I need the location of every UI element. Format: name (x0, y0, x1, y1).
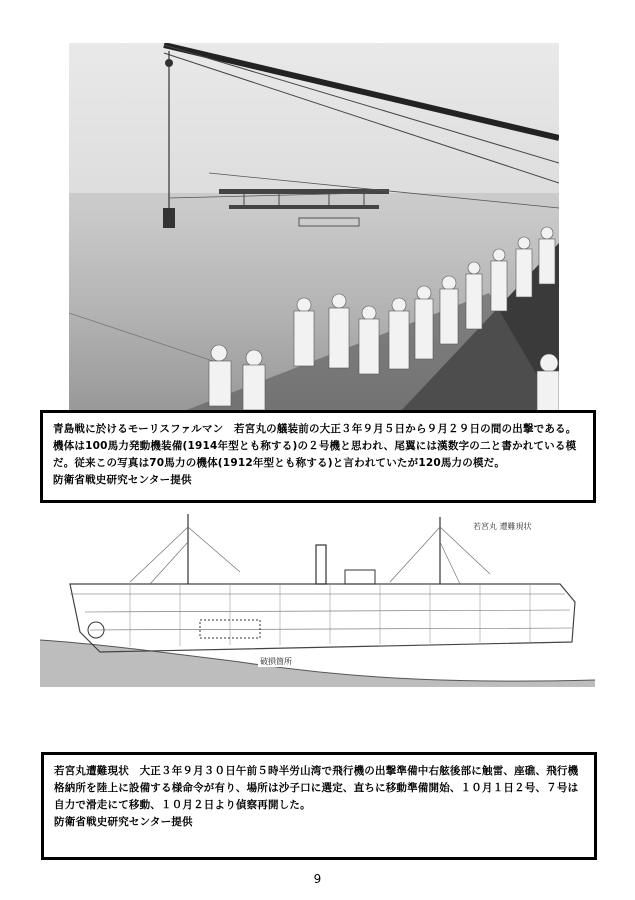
drawing-caption-box (41, 752, 597, 860)
drawing-caption-credit: 防衛省戦史研究センター提供 (54, 816, 193, 828)
photo-caption-box (40, 410, 596, 503)
drawing-title: 若宮丸 遭難現状 (473, 522, 532, 531)
photo-drawing (69, 43, 559, 413)
drawing-caption-text: 若宮丸遭難現状 大正３年９月３０日午前５時半労山湾で飛行機の出撃準備中右舷後部に触雷、座礁、飛行機格納所を陸上に設備する様命令が有り、場所は沙子口に選定、直ちに移動準備開始、１０月１日２号、７号は自力で滑走にて移動、１０月２日より偵察再開した。 (54, 765, 579, 811)
photo-caption-text: 青島戦に於けるモーリスファルマン 若宮丸の艤装前の大正３年９月５日から９月２９日の間の出撃である。機体は100馬力発動機装備(1914年型とも称する)の２号機と思われ、尾翼には漢数字の二と書かれている模だ。従来この写真は70馬力の機体(1912年型とも称する)と言われていたが120馬力の模だ。 (53, 423, 577, 469)
page-number: 9 (313, 872, 322, 886)
drawing-damage-label: 破損箇所 (260, 657, 292, 666)
historical-photo (69, 43, 559, 413)
photo-caption-credit: 防衛省戦史研究センター提供 (53, 474, 192, 486)
ship-drawing-svg (40, 512, 595, 687)
ship-drawing (40, 512, 595, 687)
